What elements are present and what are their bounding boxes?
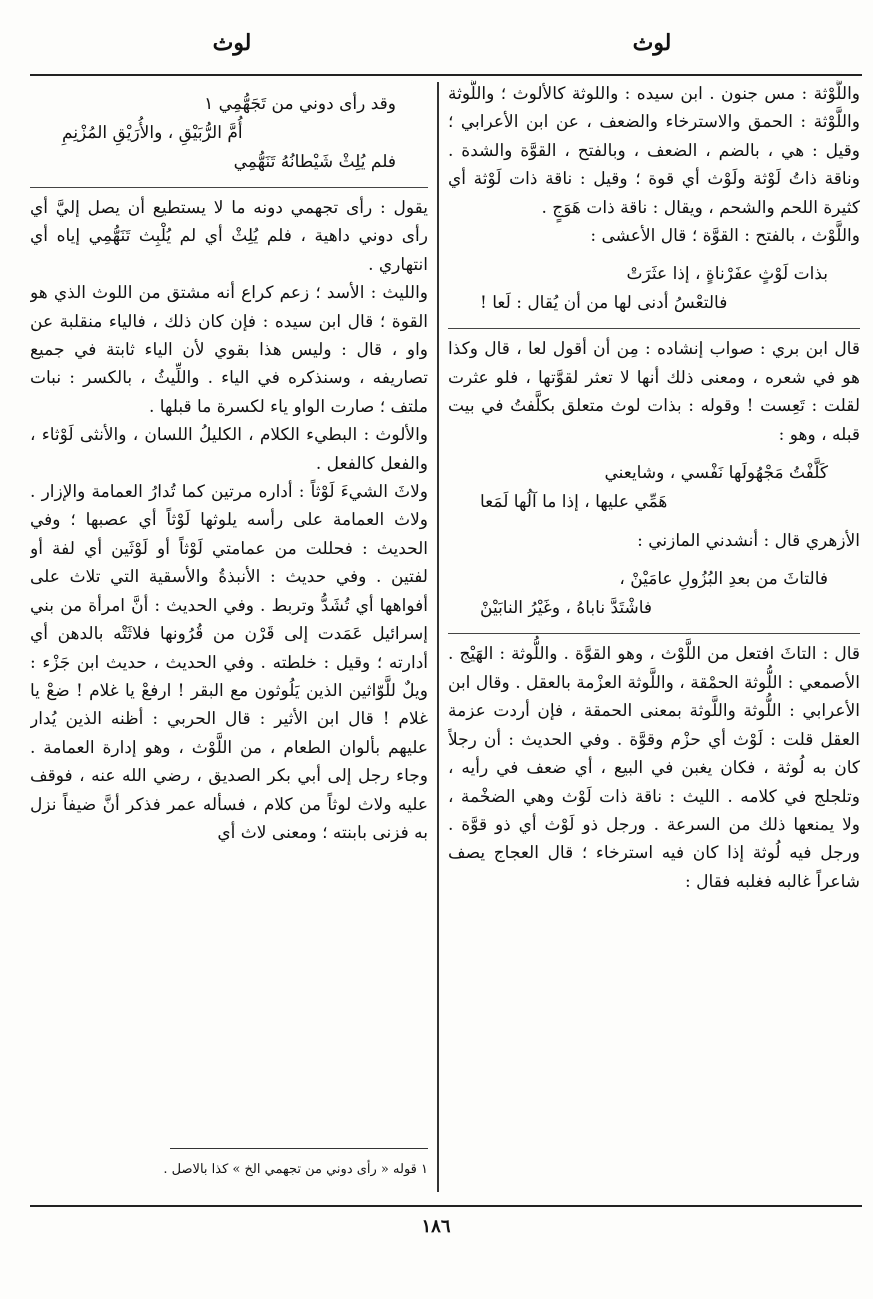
verse-line: بذات لَوْثٍ عفَرْناةٍ ، إذا عثَرَتْ	[626, 264, 828, 285]
verse-block	[458, 565, 850, 623]
verse-line: فالتعْسُ أدنى لها من أن يُقال : لَعا !	[480, 293, 728, 314]
verse-line: فاشْتَدَّ ناباهُ ، وغَيْرُ النابَيْنْ	[480, 598, 653, 619]
entry-paragraph: والألوث : البطيء الكلام ، الكليلُ اللسان ، والأنثى لَوْثاء ، والفعل كالفعل .	[30, 425, 428, 474]
left-column-headword: لوث	[212, 30, 252, 56]
entry-paragraph: قال ابن بري : صواب إنشاده : مِن أن أقول لعا ، قال وكذا هو في شعره ، ومعنى ذلك أنها لا تعثر لقوَّتها ، فلو عثرت لقلت : تَعِست ! وقوله : بذات لوث متعلق بكلَّفتُ في بيت قبله ، وهو :	[448, 339, 860, 445]
verse-block	[458, 260, 850, 318]
footnote-rule	[170, 1148, 428, 1149]
right-column-headword: لوث	[632, 30, 672, 56]
entry-paragraph: واللَّوْث ، بالفتح : القوَّة ؛ قال الأعشى :	[590, 226, 860, 247]
bottom-rule	[30, 1205, 862, 1207]
verse-separator	[448, 633, 860, 634]
verse-line: أُمَّ الرُّبَيْقِ ، والأُرَيْقِ المُزْنِمِ	[62, 123, 243, 143]
verse-block	[40, 90, 418, 177]
entry-paragraph: الأزهري قال : أنشدني المازني :	[637, 531, 860, 552]
entry-paragraph: يقول : رأى تجهمي دونه ما لا يستطيع أن يصل إليَّ أي رأى دوني داهية ، فلم يُلِثْ أي لم يُلْبِث تَنَهُّمِي إياه أي انتهاري .	[30, 198, 428, 275]
right-column	[448, 80, 860, 1190]
column-divider	[437, 82, 439, 1192]
top-rule	[30, 74, 862, 76]
entry-paragraph: قال : التاثَ افتعل من اللَّوْث ، وهو القوَّة . واللُّوثة : الهَيْج . الأصمعي : اللُّوثة الحمْقة ، واللَّوثة العزْمة بالعقل . وقال ابن الأعرابي : اللُّوثة واللَّوثة بمعنى الحمقة ، فإن أردت عزمة العقل قلت : لَوْث أي حزْم وقوَّة . وفي الحديث : أن رجلاً كان به لُوثة ، فكان يغبن في البيع ، أي ضعف في رأيه ، وتلجلج في كلامه . الليث : ناقة ذات لَوْث وهي الضخْمة ، ولا يمنعها ذلك من السرعة . ورجل ذو لَوْث أي ذو قوَّة . ورجل فيه لُوثة إذا كان فيه استرخاء ؛ قال العجاج يصف شاعراً غالبه فغلبه فقال :	[448, 644, 860, 892]
verse-line: كَلَّفْتُ مَجْهُولَها نَفْسي ، وشايعني	[604, 463, 828, 484]
verse-line: فلم يُلِثْ شَيْطانُهُ تَنَهُّمِي	[233, 152, 396, 172]
page-number: ١٨٦	[421, 1216, 451, 1237]
verse-line: وقد رأى دوني من تَجَهُّمِي ١	[204, 94, 396, 114]
verse-block	[458, 459, 850, 517]
entry-paragraph: والليث : الأسد ؛ زعم كراع أنه مشتق من اللوث الذي هو القوة ؛ قال ابن سيده : فإن كان ذلك ، فالياء منقلبة عن واو ، قال : وليس هذا بقوي لأن الياء ثابتة في جميع تصاريفه ، وسنذكره في الياء . واللِّيثُ ، بالكسر : نبات ملتف ؛ صارت الواو ياء لكسرة ما قبلها .	[30, 283, 428, 417]
verse-line: هَمِّي عليها ، إذا ما آلُها لَمَعا	[480, 492, 668, 513]
verse-line: فالتاثَ من بعدِ البُزُولِ عامَيْنْ ،	[619, 569, 828, 590]
left-column	[30, 80, 428, 1140]
entry-paragraph: ولاثَ الشيءَ لَوْثاً : أداره مرتين كما تُدارُ العمامة والإزار . ولاث العمامة على رأسه يلوثها لَوْثاً أي عصبها ؛ وفي الحديث : فحللت من عمامتي لَوْثاً أو لَوْثَين أي لفة أو لفتين . وفي حديث : الأنبذةُ والأسقية التي تلاث على أفواهها أي تُشَدُّ وتربط . وفي الحديث : أنَّ امرأة من بني إسرائيل عَمَدت إلى قَرْن من قُرُونها فلاثَتْه بالدهن أي أدارته ؛ وقيل : خلطته . وفي الحديث ، حديث ابن جَزْء : ويلٌ للَّوّاثين الذين يَلُوثون مع البقر ! ارفعْ يا غلام ! ضعْ يا غلام ! قال ابن الأثير : قال الحربي : أظنه الذين يُدار عليهم بألوان الطعام ، من اللَّوْث ، وهو إدارة العمامة . وجاء رجل إلى أبي بكر الصديق ، رضي الله عنه ، فوقف عليه ولاث لوثاً من كلام ، فسأله عمر فذكر أنَّ ضيفاً نزل به فزنى بابنته ؛ ومعنى لاث أي	[30, 482, 428, 843]
verse-separator	[448, 328, 860, 329]
footnote: ١ قوله « رأى دوني من تجهمي الخ » كذا بالاصل .	[163, 1162, 428, 1177]
entry-paragraph: واللَّوْثة : مس جنون . ابن سيده : واللوثة كالألوث ؛ واللُّوثة واللَّوْثة : الحمق والاسترخاء والضعف ، عن ابن الأعرابي ؛ وقيل : هي ، بالضم ، الضعف ، وبالفتح ، القوَّة والشدة . وناقة ذاتُ لَوْثة ولَوْث أي قوة ؛ وقيل : ناقة ذات لَوْثة أي كثيرة اللحم والشحم ، ويقال : ناقة ذات هَوَجٍ .	[448, 84, 860, 218]
verse-separator	[30, 187, 428, 188]
